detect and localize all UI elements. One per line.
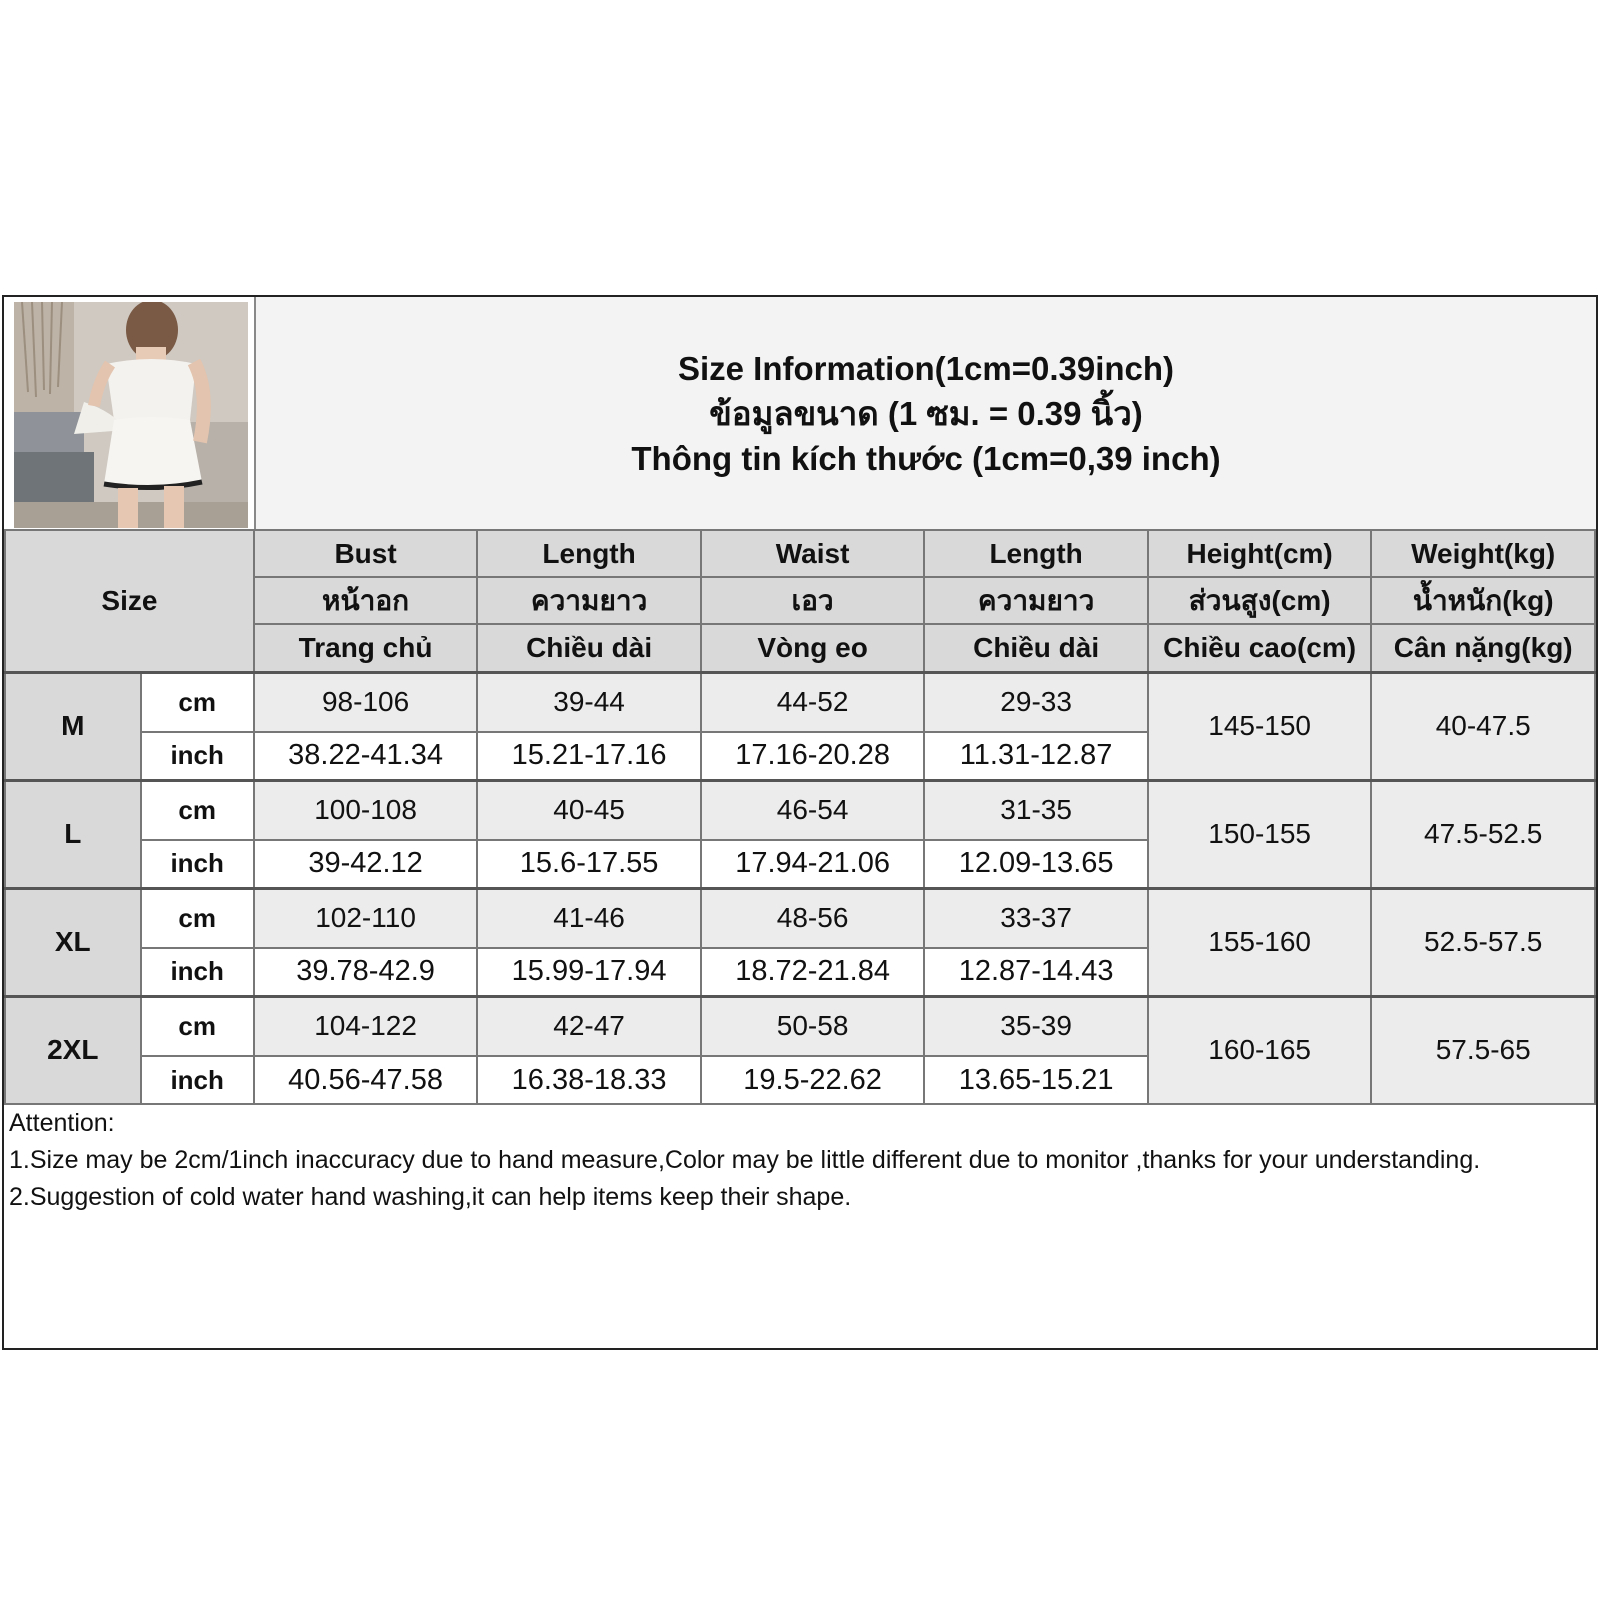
table-cell: 40-45 xyxy=(477,780,701,840)
table-cell: 12.87-14.43 xyxy=(924,948,1148,996)
col-header-th: น้ำหนัก(kg) xyxy=(1371,577,1595,624)
table-cell: 42-47 xyxy=(477,996,701,1056)
col-header-vi: Chiều dài xyxy=(924,624,1148,672)
table-cell: 31-35 xyxy=(924,780,1148,840)
title-thai: ข้อมูลขนาด (1 ซม. = 0.39 นิ้ว) xyxy=(709,394,1143,432)
product-photo xyxy=(14,302,248,528)
weight-cell: 52.5-57.5 xyxy=(1371,888,1595,996)
table-cell: 48-56 xyxy=(701,888,925,948)
notes-heading: Attention: xyxy=(9,1109,115,1137)
unit-label: cm xyxy=(141,780,254,840)
note-item: 2.Suggestion of cold water hand washing,it can help items keep their shape. xyxy=(9,1183,852,1211)
unit-label: inch xyxy=(141,1056,254,1104)
col-header-en: Height(cm) xyxy=(1148,530,1372,577)
title-english: Size Information(1cm=0.39inch) xyxy=(677,349,1175,387)
table-cell: 102-110 xyxy=(254,888,478,948)
col-header-vi: Chiều dài xyxy=(477,624,701,672)
model-photo-illustration xyxy=(14,302,248,528)
col-header-vi: Trang chủ xyxy=(254,624,478,672)
table-row xyxy=(5,888,1595,948)
unit-label: cm xyxy=(141,996,254,1056)
table-cell: 15.21-17.16 xyxy=(477,732,701,780)
col-header-en: Length xyxy=(477,530,701,577)
table-cell: 15.6-17.55 xyxy=(477,840,701,888)
table-cell: 16.38-18.33 xyxy=(477,1056,701,1104)
height-cell: 160-165 xyxy=(1148,996,1372,1104)
table-cell: 39-42.12 xyxy=(254,840,478,888)
col-header-en: Bust xyxy=(254,530,478,577)
table-cell: 100-108 xyxy=(254,780,478,840)
table-cell: 17.94-21.06 xyxy=(701,840,925,888)
unit-label: inch xyxy=(141,948,254,996)
table-cell: 15.99-17.94 xyxy=(477,948,701,996)
table-cell: 17.16-20.28 xyxy=(701,732,925,780)
col-header-vi: Chiều cao(cm) xyxy=(1148,624,1372,672)
table-cell: 38.22-41.34 xyxy=(254,732,478,780)
table-row xyxy=(5,672,1595,732)
col-header-en: Length xyxy=(924,530,1148,577)
table-cell: 40.56-47.58 xyxy=(254,1056,478,1104)
col-header-th: ความยาว xyxy=(924,577,1148,624)
table-cell: 44-52 xyxy=(701,672,925,732)
title-vietnamese: Thông tin kích thước (1cm=0,39 inch) xyxy=(631,439,1221,477)
title-area xyxy=(254,297,1596,529)
table-cell: 19.5-22.62 xyxy=(701,1056,925,1104)
unit-label: inch xyxy=(141,732,254,780)
size-label: 2XL xyxy=(5,996,141,1104)
note-item: 1.Size may be 2cm/1inch inaccuracy due to hand measure,Color may be little different due to monitor ,thanks for your understanding. xyxy=(9,1146,1481,1174)
table-cell: 11.31-12.87 xyxy=(924,732,1148,780)
size-label: M xyxy=(5,672,141,780)
height-cell: 150-155 xyxy=(1148,780,1372,888)
unit-label: cm xyxy=(141,888,254,948)
size-table xyxy=(4,529,1596,1105)
unit-label: cm xyxy=(141,672,254,732)
weight-cell: 47.5-52.5 xyxy=(1371,780,1595,888)
table-cell: 13.65-15.21 xyxy=(924,1056,1148,1104)
size-label: XL xyxy=(5,888,141,996)
col-header-en: Waist xyxy=(701,530,925,577)
table-cell: 41-46 xyxy=(477,888,701,948)
table-row xyxy=(5,996,1595,1056)
size-chart-sheet xyxy=(2,295,1598,1350)
header-row-english xyxy=(5,530,1595,577)
col-header-vi: Cân nặng(kg) xyxy=(1371,624,1595,672)
table-cell: 35-39 xyxy=(924,996,1148,1056)
col-header-vi: Vòng eo xyxy=(701,624,925,672)
table-cell: 39-44 xyxy=(477,672,701,732)
height-cell: 155-160 xyxy=(1148,888,1372,996)
col-header-en: Weight(kg) xyxy=(1371,530,1595,577)
weight-cell: 57.5-65 xyxy=(1371,996,1595,1104)
col-header-th: ความยาว xyxy=(477,577,701,624)
attention-notes xyxy=(9,1105,1586,1216)
col-header-th: ส่วนสูง(cm) xyxy=(1148,577,1372,624)
col-header-th: หน้าอก xyxy=(254,577,478,624)
table-cell: 50-58 xyxy=(701,996,925,1056)
table-cell: 29-33 xyxy=(924,672,1148,732)
table-cell: 18.72-21.84 xyxy=(701,948,925,996)
unit-label: inch xyxy=(141,840,254,888)
weight-cell: 40-47.5 xyxy=(1371,672,1595,780)
table-cell: 98-106 xyxy=(254,672,478,732)
size-label: L xyxy=(5,780,141,888)
height-cell: 145-150 xyxy=(1148,672,1372,780)
col-header-th: เอว xyxy=(701,577,925,624)
table-cell: 104-122 xyxy=(254,996,478,1056)
table-row xyxy=(5,780,1595,840)
table-cell: 39.78-42.9 xyxy=(254,948,478,996)
table-cell: 33-37 xyxy=(924,888,1148,948)
table-cell: 12.09-13.65 xyxy=(924,840,1148,888)
size-header: Size xyxy=(5,530,254,672)
table-cell: 46-54 xyxy=(701,780,925,840)
